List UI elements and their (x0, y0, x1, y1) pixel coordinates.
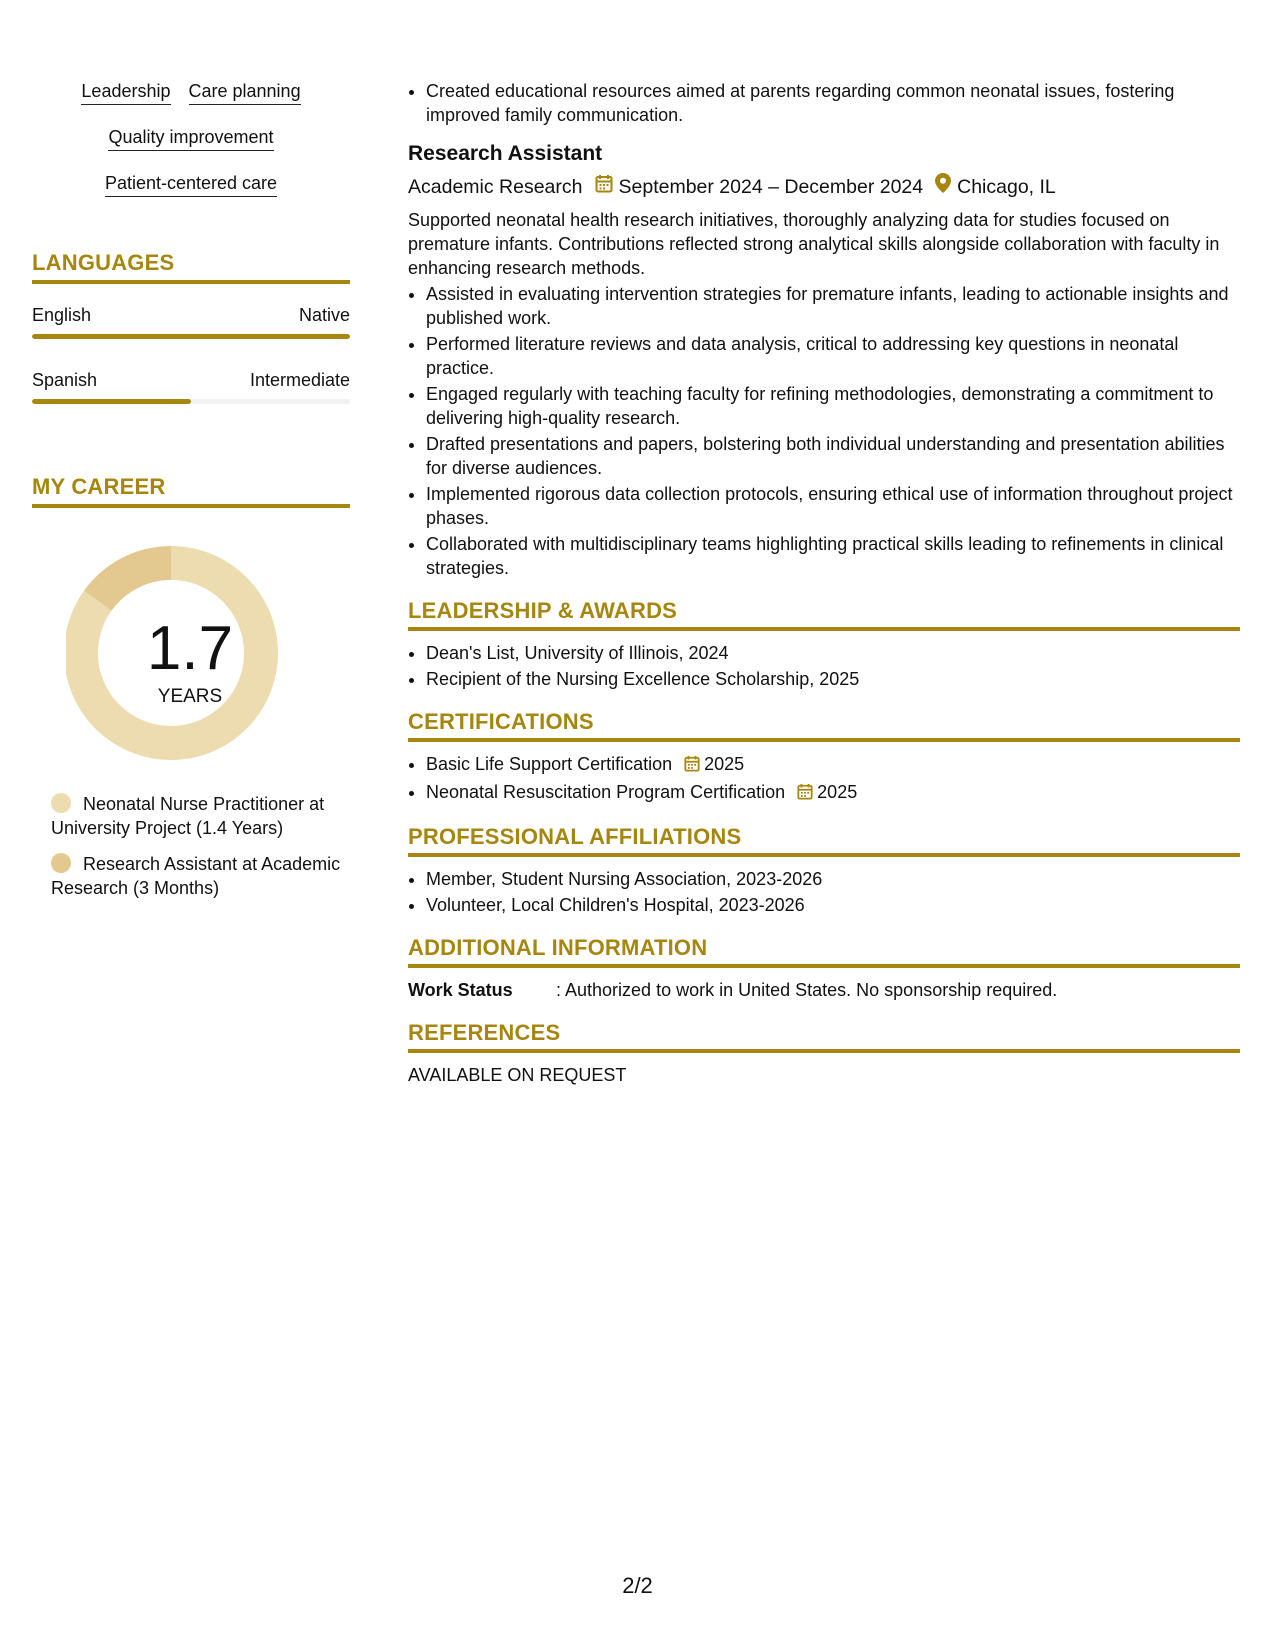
language-proficiency-bar (32, 399, 350, 404)
certifications-list (408, 752, 1240, 806)
job-description: Supported neonatal health research initiatives, thoroughly analyzing data for studies focused on premature infants. Contributions reflected strong analytical skills alongside collaboration with faculty in enhancing research methods. (408, 210, 1220, 278)
skill-tag: Leadership (81, 80, 170, 105)
job-dates: September 2024 – December 2024 (618, 175, 924, 198)
job-bullets (408, 282, 1240, 580)
info-label: Work Status (408, 980, 513, 1000)
section-title: LANGUAGES (32, 250, 350, 284)
section-title: LEADERSHIP & AWARDS (408, 598, 1240, 631)
job-title: Research Assistant (408, 142, 603, 165)
bullet-item: • Assisted in evaluating intervention strategies for premature infants, leading to actionable insights and published work. (426, 282, 1240, 330)
language-level: Intermediate (249, 370, 350, 390)
skill-tag: Care planning (189, 80, 301, 105)
affiliations-section (408, 824, 1240, 917)
award-item: • Recipient of the Nursing Excellence Scholarship, 2025 (426, 667, 1240, 691)
job-company: Academic Research (408, 175, 583, 198)
language-name: Spanish (32, 370, 98, 390)
skill-tag: Patient-centered care (105, 172, 277, 197)
language-proficiency-fill (32, 399, 191, 404)
right-column (408, 79, 1240, 1087)
section-title: REFERENCES (408, 1020, 1240, 1053)
total-years-label: YEARS (157, 686, 223, 707)
section-title: PROFESSIONAL AFFILIATIONS (408, 824, 1240, 857)
calendar-icon (684, 754, 700, 778)
legend-label: Research Assistant at Academic Research (3 Months) (51, 854, 341, 898)
language-name: English (32, 305, 92, 325)
language-level: Native (298, 305, 350, 325)
bullet-item: • Created educational resources aimed at parents regarding common neonatal issues, fostering improved family communication. (426, 79, 1240, 127)
certification-name: Neonatal Resuscitation Program Certification (426, 782, 786, 802)
job-meta (408, 173, 1240, 200)
job-location: Chicago, IL (957, 175, 1056, 198)
certification-item (426, 780, 1240, 806)
page-number: 2/2 (622, 1573, 653, 1598)
affiliation-item: • Member, Student Nursing Association, 2023-2026 (426, 867, 1240, 891)
section-title: MY CAREER (32, 474, 350, 508)
references-text: AVAILABLE ON REQUEST (408, 1065, 627, 1085)
certification-year: 2025 (817, 782, 858, 802)
legend-item (51, 792, 341, 840)
legend-swatch (51, 853, 71, 873)
language-proficiency-bar (32, 334, 350, 339)
previous-job-bullets (408, 79, 1240, 127)
awards-section (408, 598, 1240, 691)
location-pin-icon (935, 173, 951, 200)
total-years-value: 1.7 (146, 614, 234, 683)
bullet-item: • Implemented rigorous data collection protocols, ensuring ethical use of information throughout project phases. (426, 482, 1240, 530)
additional-info-section (408, 935, 1240, 1002)
skills-list (32, 80, 350, 218)
career-section (32, 474, 350, 900)
skill-tag: Quality improvement (108, 126, 273, 151)
calendar-icon (595, 174, 613, 200)
bullet-item: • Drafted presentations and papers, bolstering both individual understanding and presentation abilities for diverse audiences. (426, 432, 1240, 480)
info-value: : Authorized to work in United States. No sponsorship required. (556, 980, 1058, 1000)
award-item: • Dean's List, University of Illinois, 2024 (426, 641, 1240, 665)
language-item (32, 304, 350, 339)
languages-section (32, 250, 350, 404)
section-title: CERTIFICATIONS (408, 709, 1240, 742)
certifications-section (408, 709, 1240, 806)
language-item (32, 369, 350, 404)
legend-item (51, 852, 341, 900)
references-section (408, 1020, 1240, 1087)
section-title: ADDITIONAL INFORMATION (408, 935, 1240, 968)
legend-swatch (51, 793, 71, 813)
certification-year: 2025 (704, 754, 745, 774)
career-donut-chart (32, 546, 350, 782)
awards-list (408, 641, 1240, 691)
career-legend (32, 792, 350, 900)
affiliation-item: • Volunteer, Local Children's Hospital, 2023-2026 (426, 893, 1240, 917)
certification-item (426, 752, 1240, 778)
affiliations-list (408, 867, 1240, 917)
legend-label: Neonatal Nurse Practitioner at University Project (1.4 Years) (51, 794, 325, 838)
bullet-item: • Engaged regularly with teaching faculty for refining methodologies, demonstrating a commitment to delivering high-quality research. (426, 382, 1240, 430)
certification-name: Basic Life Support Certification (426, 754, 673, 774)
calendar-icon (797, 782, 813, 806)
language-proficiency-fill (32, 334, 350, 339)
bullet-item: • Performed literature reviews and data analysis, critical to addressing key questions in neonatal practice. (426, 332, 1240, 380)
left-column (32, 80, 350, 912)
info-row (408, 978, 1240, 1002)
bullet-item: • Collaborated with multidisciplinary teams highlighting practical skills leading to refinements in clinical strategies. (426, 532, 1240, 580)
